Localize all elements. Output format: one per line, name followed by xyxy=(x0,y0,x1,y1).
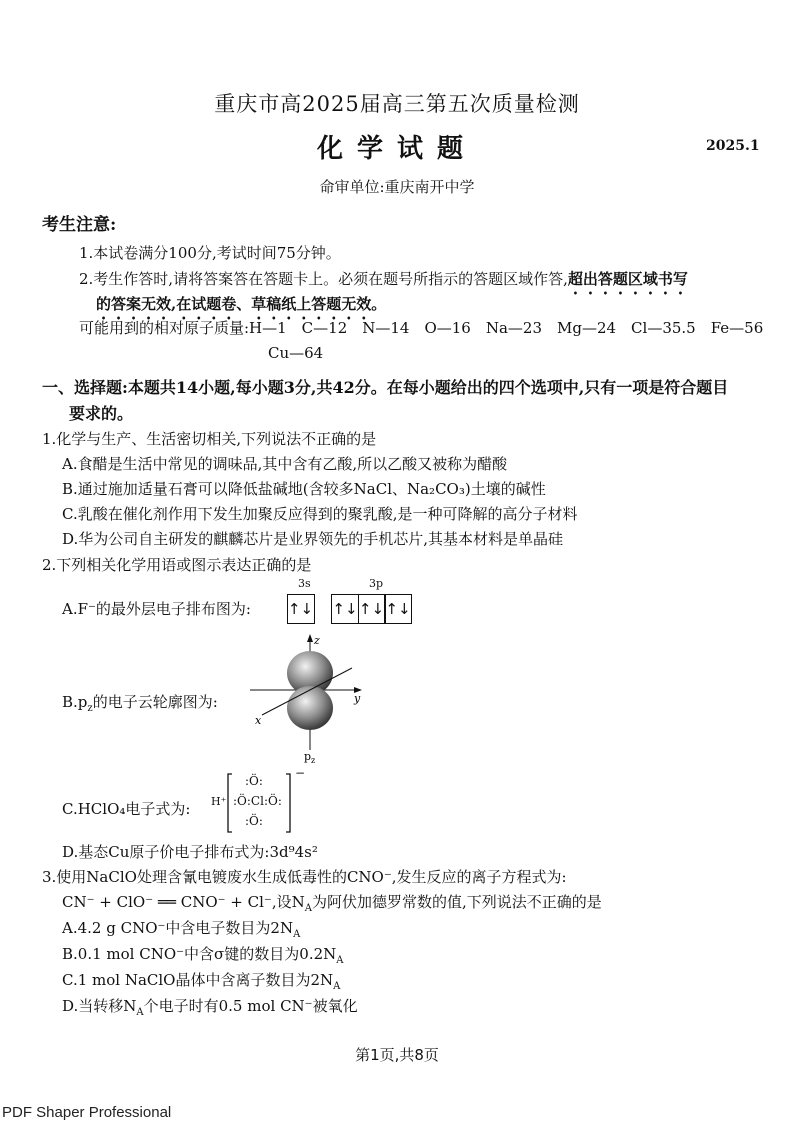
setter-unit: 命审单位:重庆南开中学 xyxy=(319,178,475,196)
q3-a-sub: A xyxy=(293,929,301,940)
orbital-3p-label: 3p xyxy=(369,577,384,590)
q3-d-pre: D.当转移N xyxy=(62,997,137,1015)
orbital-caption-sub: z xyxy=(311,756,316,765)
pz-lower-lobe xyxy=(287,686,333,730)
notice-item-1: 1.本试卷满分100分,考试时间75分钟。 xyxy=(79,244,341,262)
q2-option-a: A.F⁻的最外层电子排布图为: xyxy=(62,600,251,618)
page-number: 第1页,共8页 xyxy=(355,1046,439,1064)
notice-emph-3: 在试题卷、草稿纸上答题无效 xyxy=(176,295,372,313)
orbital-box: ↑↓ xyxy=(384,594,412,624)
q1-option-a: A.食醋是生活中常见的调味品,其中含有乙酸,所以乙酸又被称为醋酸 xyxy=(62,455,508,473)
q1-option-b: B.通过施加适量石膏可以降低盐碱地(含较多NaCl、Na₂CO₃)土壤的碱性 xyxy=(62,480,546,498)
subject-title: 化学试题 xyxy=(316,134,477,164)
q3-c-sub: A xyxy=(333,981,341,992)
q2-option-b xyxy=(62,692,218,719)
q3-equation xyxy=(62,892,602,919)
orbital-box: ↑↓ xyxy=(358,594,386,624)
q3-equation-main: CN⁻ + ClO⁻ ══ CNO⁻ + Cl⁻,设N xyxy=(62,893,305,911)
atomic-masses-cu: Cu—64 xyxy=(268,344,324,362)
orbital-3s-label: 3s xyxy=(298,577,311,590)
lewis-row-middle: :Ö:Cl:Ö: xyxy=(233,794,282,808)
right-bracket xyxy=(286,774,290,832)
notice-comma: , xyxy=(171,295,177,313)
q3-stem: 3.使用NaClO处理含氰电镀废水生成低毒性的CNO⁻,发生反应的离子方程式为: xyxy=(42,868,567,886)
lewis-structure xyxy=(211,766,306,836)
section1-heading-cont: 要求的。 xyxy=(69,404,134,423)
notice-item-2-text: 2.考生作答时,请将答案答在答题卡上。必须在题号所指示的答题区域作答, xyxy=(79,270,568,288)
orbital-caption xyxy=(304,750,315,765)
q3-option-c xyxy=(62,970,340,997)
orbital-caption-p: p xyxy=(304,750,312,763)
section1-heading: 一、选择题:本题共14小题,每小题3分,共42分。在每小题给出的四个选项中,只有一项是符合题目 xyxy=(42,378,729,397)
z-axis-arrow xyxy=(307,634,313,642)
lewis-h-ion: H⁺ xyxy=(211,795,227,808)
q3-d-sub: A xyxy=(136,1007,144,1018)
q1-stem: 1.化学与生产、生活密切相关,下列说法不正确的是 xyxy=(42,430,377,448)
q2-stem: 2.下列相关化学用语或图示表达正确的是 xyxy=(42,556,312,574)
axis-x-label: x xyxy=(255,714,262,727)
q1-option-c: C.乳酸在催化剂作用下发生加聚反应得到的聚乳酸,是一种可降解的高分子材料 xyxy=(62,505,578,523)
lewis-row-top: :Ö: xyxy=(245,774,263,788)
atomic-masses: 可能用到的相对原子质量:H—1 C—12 N—14 O—16 Na—23 Mg—24 Cl—35.5 Fe—56 xyxy=(79,319,764,337)
exam-title: 重庆市高2025届高三第五次质量检测 xyxy=(214,92,580,116)
notice-heading: 考生注意: xyxy=(42,215,117,235)
q2-b-text2: 的电子云轮廓图为: xyxy=(92,693,218,711)
q3-b-sub: A xyxy=(336,955,344,966)
q3-option-d xyxy=(62,996,358,1023)
pz-orbital-diagram xyxy=(240,630,380,765)
orbital-box: ↑↓ xyxy=(287,594,315,624)
lewis-row-bottom: :Ö: xyxy=(245,814,263,828)
q2-b-text: B.p xyxy=(62,693,88,711)
q3-option-b xyxy=(62,944,344,971)
q3-b-text: B.0.1 mol CNO⁻中含σ键的数目为0.2N xyxy=(62,945,337,963)
watermark-text: PDF Shaper Professional xyxy=(2,1104,172,1121)
q2-option-d: D.基态Cu原子价电子排布式为:3d⁹4s² xyxy=(62,843,318,861)
q3-c-text: C.1 mol NaClO晶体中含离子数目为2N xyxy=(62,971,334,989)
q3-d-post: 个电子时有0.5 mol CN⁻被氧化 xyxy=(143,997,358,1015)
q3-equation-rest: 为阿伏加德罗常数的值,下列说法不正确的是 xyxy=(311,893,602,911)
q2-b-sub: z xyxy=(87,703,93,714)
left-bracket xyxy=(228,774,232,832)
orbital-box: ↑↓ xyxy=(331,594,359,624)
q3-option-a xyxy=(62,918,300,945)
axis-z-label: z xyxy=(314,634,320,647)
q2-option-c: C.HClO₄电子式为: xyxy=(62,800,191,818)
exam-date: 2025.1 xyxy=(706,138,760,154)
lewis-charge: − xyxy=(295,766,306,780)
notice-item-2-emph: 超出答题区域书写 xyxy=(567,270,688,288)
q1-option-d: D.华为公司自主研发的麒麟芯片是业界领先的手机芯片,其基本材料是单晶硅 xyxy=(62,530,564,548)
notice-emph-2: 的答案无效 xyxy=(96,295,172,313)
q3-eq-sub: A xyxy=(304,903,312,914)
q3-a-text: A.4.2 g CNO⁻中含电子数目为2N xyxy=(62,919,294,937)
orbital-3s xyxy=(287,577,315,624)
axis-y-label: y xyxy=(354,692,361,705)
notice-end: 。 xyxy=(371,295,387,313)
orbital-3p xyxy=(331,577,412,624)
